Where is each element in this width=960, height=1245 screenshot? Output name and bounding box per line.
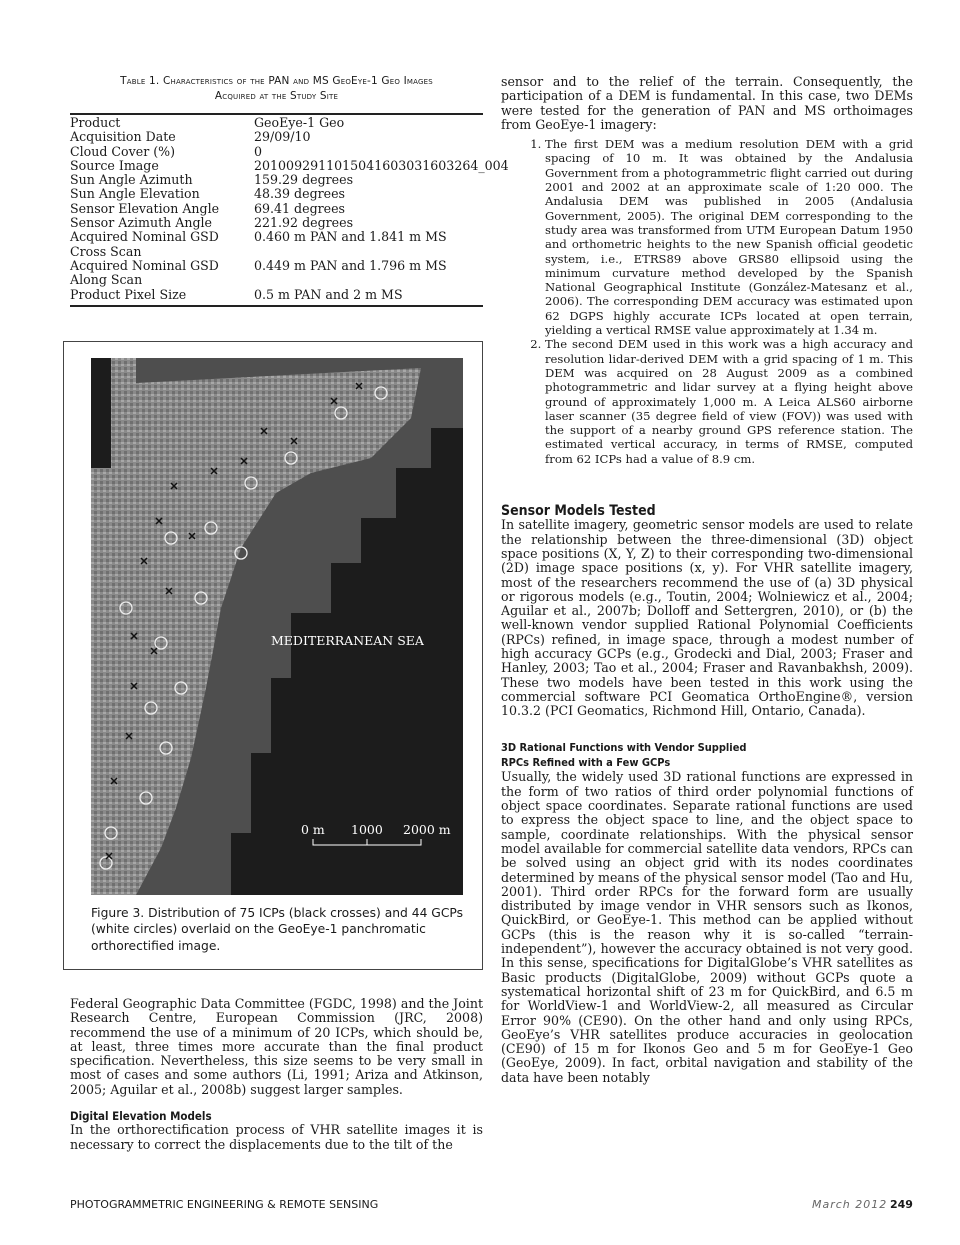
table-caption-line: Table 1. Characteristics of the PAN and MS GeoEye-1 Geo Images [120, 75, 433, 87]
table-row [70, 259, 509, 288]
right-column [501, 75, 913, 1085]
row-value: 2010092911015041603031603264_004 [254, 157, 509, 173]
table-bottom-rule [70, 305, 483, 307]
row-label: Acquisition Date [70, 129, 176, 145]
list-item: 1. The first DEM was a medium resolution DEM with a grid spacing of 10 m. It was obtained by the Andalusia Government from a photogrammetric flight carried out during 2001 and 2002 at an approximate scale of 1:20 000. The Andalusia DEM was published in 2005 (Andalusia Government, 2005). The original DEM corresponding to the study area was transformed from UTM European Datum 1950 and orthometric heights to the new Spanish official geodetic system, i.e., ETRS89 above GRS80 ellipsoid using the minimum curvature method developed by the Spanish National Geographical Institute (González-Matesanz et al., 2006). The corresponding DEM accuracy was estimated upon 62 DGPS highly accurate ICPs located at open terrain, yielding a vertical RMSE value approximately at 1.34 m. [545, 137, 913, 337]
subsection-heading: 3D Rational Functions with Vendor Supplied [501, 741, 747, 755]
satellite-map-image [91, 358, 463, 895]
row-value: 0.460 m PAN and 1.841 m MS [254, 229, 447, 245]
table-caption-line: Acquired at the Study Site [214, 90, 339, 102]
row-label: Product [70, 115, 121, 130]
table-row [70, 202, 509, 216]
scale-label: 2000 m [403, 822, 451, 837]
row-label: Sensor Azimuth Angle [70, 215, 212, 231]
sea-label: MEDITERRANEAN SEA [271, 633, 424, 648]
dem-list [501, 137, 913, 466]
table-caption [70, 74, 483, 104]
row-value: 48.39 degrees [254, 186, 346, 202]
paragraph: In satellite imagery, geometric sensor models are used to relate the relationship between the three-dimensional (3D) object space positions (X, Y, Z) to their corresponding two-dimensional (2D) image space positions (x, y). For VHR satellite imagery, most of the researchers recommend the use of (a) 3D physical or rigorous models (e.g., Toutin, 2004; Wolniewicz et al., 2004; Aguilar et al., 2007b; Dolloff and Settergren, 2010), or (b) the well-known vendor supplied Rational Polynomial Coefficients (RPCs) refined, in image space, through a modest number of high accuracy GCPs (e.g., Grodecki and Dial, 2003; Fraser and Hanley, 2003; Tao et al., 2004; Fraser and Ravanbakhsh, 2009). These two models have been tested in this work using the commercial software PCI Geomatica OrthoEngine®, version 10.3.2 (PCI Geomatics, Richmond Hill, Ontario, Canada). [501, 517, 913, 719]
row-label: Source Image [70, 157, 159, 173]
page-number: 249 [890, 1198, 913, 1211]
row-value: 159.29 degrees [254, 172, 354, 188]
row-label: Acquired Nominal GSD Along Scan [70, 257, 219, 288]
left-column-bottom [70, 997, 483, 1152]
paragraph: Federal Geographic Data Committee (FGDC, 1998) and the Joint Research Centre, European Commission (JRC, 2008) recommend the use of a minimum of 20 ICPs, which should be, at least, three times more accurate than the final product specification. Nevertheless, this size seems to be very small in most of cases and some authors (Li, 1991; Ariza and Atkinson, 2005; Aguilar et al., 2008b) suggest larger samples. [70, 996, 483, 1097]
row-value: GeoEye-1 Geo [254, 115, 345, 130]
table-row [70, 130, 509, 144]
row-label: Product Pixel Size [70, 286, 187, 302]
table-row [70, 216, 509, 230]
paragraph: In the orthorectification process of VHR satellite images it is necessary to correct the displacements due to the tilt of the [70, 1122, 483, 1152]
row-label: Sun Angle Elevation [70, 186, 200, 202]
table-row [70, 230, 509, 259]
table-row [70, 173, 509, 187]
row-value: 0.449 m PAN and 1.796 m MS [254, 257, 447, 273]
row-label: Sun Angle Azimuth [70, 172, 193, 188]
section-heading: Sensor Models Tested [501, 503, 656, 520]
row-label: Sensor Elevation Angle [70, 200, 220, 216]
table-row [70, 116, 509, 130]
table-row [70, 145, 509, 159]
row-value: 221.92 degrees [254, 215, 354, 231]
subsection-heading: RPCs Refined with a Few GCPs [501, 756, 671, 770]
paragraph: Usually, the widely used 3D rational functions are expressed in the form of two ratios of third order polynomial functions of object space coordinates. Separate rational functions are used to express the object space to line, and the object space to sample, coordinate relationships. With the physical sensor model available for commercial satellite data vendors, RPCs can be solved using an object grid with its nodes coordinates determined by means of the physical sensor model (Tao and Hu, 2001). Third order RPCs for the forward form are usually distributed by image vendor in VHR sensors such as Ikonos, QuickBird, or GeoEye-1. This method can be applied without GCPs (this is the reason why it is so-called “terrain-independent”), however the accuracy obtained is not very good. In this sense, specifications for DigitalGlobe’s VHR satellites as Basic products (DigitalGlobe, 2009) without GCPs quote a systematical horizontal shift of 23 m for QuickBird, and 6.5 m for WorldView-1 and WorldView-2, all measured as Circular Error 90% (CE90). On the other hand and only using RPCs, GeoEye’s VHR satellites produce accuracies in geolocation (CE90) of 15 m for Ikonos Geo and 5 m for GeoEye-1 Geo (GeoEye, 2009). In fact, orbital navigation and stability of the data have been notably [501, 769, 913, 1085]
row-value: 29/09/10 [254, 129, 311, 145]
scale-label: 1000 [351, 822, 383, 837]
row-value: 0 [254, 143, 263, 159]
table-row [70, 159, 509, 173]
row-label: Acquired Nominal GSD Cross Scan [70, 229, 219, 259]
issue-date: March 2012 [812, 1198, 888, 1211]
paragraph: sensor and to the relief of the terrain. Consequently, the participation of a DEM is fundamental. In this case, two DEMs were tested for the generation of PAN and MS orthoimages from GeoEye-1 imagery: [501, 74, 913, 132]
table-row [70, 187, 509, 201]
row-value: 0.5 m PAN and 2 m MS [254, 286, 403, 302]
row-label: Cloud Cover (%) [70, 143, 176, 159]
characteristics-table [70, 116, 509, 302]
journal-name: PHOTOGRAMMETRIC ENGINEERING & REMOTE SENSING [70, 1198, 379, 1211]
figure-caption: Figure 3. Distribution of 75 ICPs (black crosses) and 44 GCPs (white circles) overlaid on the GeoEye-1 panchromatic orthorectified image. [91, 906, 464, 953]
row-value: 69.41 degrees [254, 200, 346, 216]
list-item: 2. The second DEM used in this work was a high accuracy and resolution lidar-derived DEM with a grid spacing of 1 m. This DEM was acquired on 28 August 2009 as a combined photogrammetric and lidar survey at a flying height above ground of approximately 1,000 m. A Leica ALS60 airborne laser scanner (35 degree field of view (FOV)) was used with the support of a nearby ground GPS reference station. The estimated vertical accuracy, in terms of RMSE, computed from 62 ICPs had a value of 8.9 cm. [545, 337, 913, 466]
scale-label: 0 m [301, 822, 325, 837]
section-heading: Digital Elevation Models [70, 1109, 212, 1124]
table-row [70, 288, 509, 302]
